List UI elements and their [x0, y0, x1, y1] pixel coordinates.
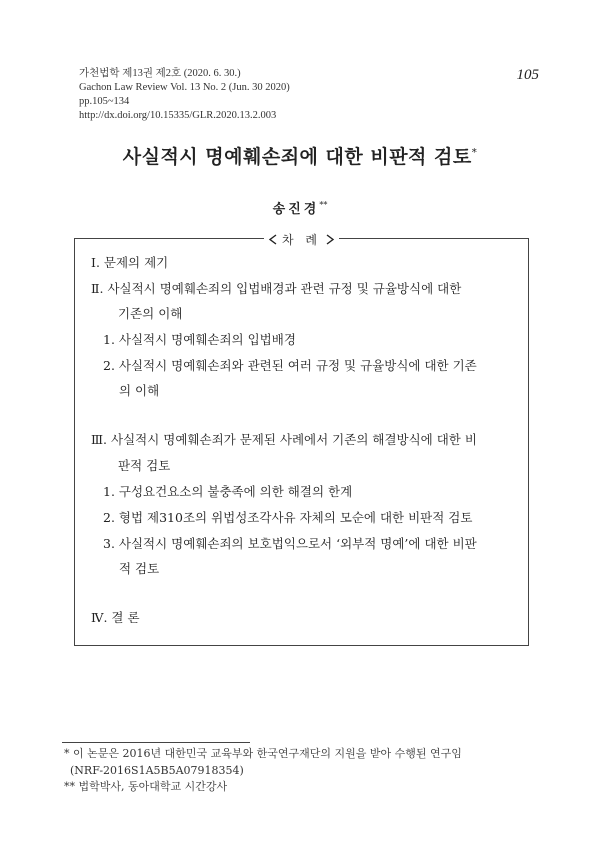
toc-subitem-2-2-cont: 의 이해: [119, 383, 160, 398]
journal-name-english: Gachon Law Review Vol. 13 No. 2 (Jun. 30 2020): [79, 82, 290, 93]
toc-subitem-2-1: 1. 사실적시 명예훼손죄의 입법배경: [103, 332, 296, 347]
toc-subitem-3-3: 3. 사실적시 명예훼손죄의 보호법익으로서 ‘외부적 명예’에 대한 비판: [103, 536, 477, 551]
toc-heading-text: 차 례: [278, 233, 325, 247]
toc-heading: [75, 229, 528, 248]
doi-link[interactable]: http://dx.doi.org/10.15335/GLR.2020.13.2.003: [79, 110, 277, 121]
footnote-1: * 이 논문은 2016년 대한민국 교육부와 한국연구재단의 지원을 받아 수행된 연구임: [64, 747, 462, 760]
toc-item-4: Ⅳ. 결 론: [91, 610, 140, 625]
toc-subitem-3-3-cont: 적 검토: [119, 561, 160, 576]
toc-item-1: Ⅰ. 문제의 제기: [91, 255, 169, 270]
chevron-left-icon: [268, 234, 278, 245]
journal-name-korean: 가천법학 제13권 제2호 (2020. 6. 30.): [79, 68, 241, 79]
title-footnote-mark: *: [471, 147, 478, 159]
toc-subitem-3-2: 2. 형법 제310조의 위법성조각사유 자체의 모순에 대한 비판적 검토: [103, 510, 473, 525]
toc-item-2-cont: 기존의 이해: [118, 306, 183, 321]
chevron-right-icon: [325, 234, 335, 245]
page-range: pp.105~134: [79, 96, 130, 107]
toc-subitem-3-1: 1. 구성요건요소의 불충족에 의한 해결의 한계: [103, 484, 353, 499]
footnote-1-grant: (NRF-2016S1A5B5A07918354): [70, 764, 244, 777]
toc-item-3: Ⅲ. 사실적시 명예훼손죄가 문제된 사례에서 기존의 해결방식에 대한 비: [91, 432, 477, 447]
author-name: 송진경: [272, 202, 320, 217]
page-number: 105: [516, 67, 539, 83]
paper-title: [0, 142, 600, 169]
footnote-divider: [62, 742, 250, 743]
footnote-2: ** 법학박사, 동아대학교 시간강사: [64, 780, 228, 793]
table-of-contents: [74, 233, 529, 646]
paper-title-text: 사실적시 명예훼손죄에 대한 비판적 검토: [122, 146, 472, 168]
toc-subitem-2-2: 2. 사실적시 명예훼손죄와 관련된 여러 규정 및 규율방식에 대한 기존: [103, 358, 477, 373]
toc-item-2: Ⅱ. 사실적시 명예훼손죄의 입법배경과 관련 규정 및 규율방식에 대한: [91, 281, 462, 296]
toc-item-3-cont: 판적 검토: [118, 458, 171, 473]
author: [0, 198, 600, 217]
journal-header: [79, 67, 539, 123]
author-footnote-mark: **: [319, 200, 328, 210]
